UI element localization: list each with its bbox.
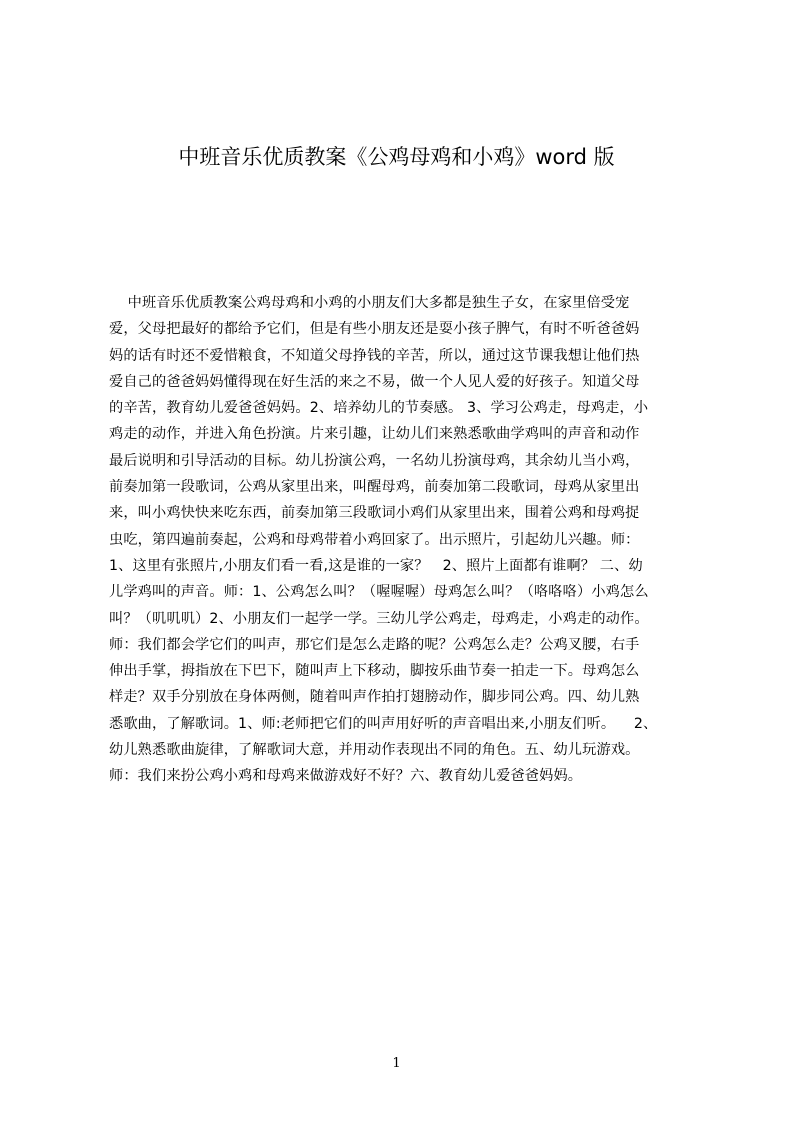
body-line: 幼儿熟悉歌曲旋律，了解歌词大意，并用动作表现出不同的角色。五、幼儿玩游戏。 (109, 742, 640, 759)
body-line: 1、这里有张照片,小朋友们看一看,这是谁的一家？ 2、照片上面都有谁啊？ 二、幼 (109, 557, 643, 574)
body-line: 师：我们来扮公鸡小鸡和母鸡来做游戏好不好？六、教育幼儿爱爸爸妈妈。 (109, 768, 583, 785)
body-line: 来，叫小鸡快快来吃东西，前奏加第三段歌词小鸡们从家里出来，围着公鸡和母鸡捉 (109, 505, 640, 522)
body-line: 虫吃，第四遍前奏起，公鸡和母鸡带着小鸡回家了。出示照片，引起幼儿兴趣。师： (109, 531, 640, 548)
body-line: 妈的话有时还不爱惜粮食，不知道父母挣钱的辛苦，所以，通过这节课我想让他们热 (109, 347, 640, 364)
body-line: 师：我们都会学它们的叫声，那它们是怎么走路的呢？公鸡怎么走？公鸡叉腰，右手 (109, 636, 640, 653)
body-line: 样走？双手分别放在身体两侧，随着叫声作拍打翅膀动作，脚步同公鸡。四、幼儿熟 (109, 689, 640, 706)
body-line: 爱，父母把最好的都给予它们，但是有些小朋友还是耍小孩子脾气，有时不听爸爸妈 (109, 321, 640, 338)
body-line: 前奏加第一段歌词，公鸡从家里出来，叫醒母鸡，前奏加第二段歌词，母鸡从家里出 (109, 479, 640, 496)
body-line: 伸出手掌，拇指放在下巴下，随叫声上下移动，脚按乐曲节奏一拍走一下。母鸡怎么 (109, 663, 640, 680)
body-line: 儿学鸡叫的声音。师：1、公鸡怎么叫？（喔喔喔）母鸡怎么叫？（咯咯咯）小鸡怎么 (109, 584, 649, 601)
body-line: 鸡走的动作，并进入角色扮演。片来引趣，让幼儿们来熟悉歌曲学鸡叫的声音和动作 (109, 426, 640, 443)
document-title: 中班音乐优质教案《公鸡母鸡和小鸡》word 版 (178, 145, 615, 169)
body-line: 悉歌曲，了解歌词。1、师:老师把它们的叫声用好听的声音唱出来,小朋友们听。 2、 (109, 715, 658, 732)
body-line: 最后说明和引导活动的目标。幼儿扮演公鸡，一名幼儿扮演母鸡，其余幼儿当小鸡， (109, 452, 640, 469)
document-body (109, 290, 699, 790)
body-line: 的辛苦，教育幼儿爱爸爸妈妈。2、培养幼儿的节奏感。 3、学习公鸡走，母鸡走，小 (109, 400, 649, 417)
body-line: 中班音乐优质教案公鸡母鸡和小鸡的小朋友们大多都是独生子女，在家里倍受宠 (109, 295, 630, 311)
body-line: 叫？（叽叽叽）2、小朋友们一起学一学。三幼儿学公鸡走，母鸡走，小鸡走的动作。 (109, 610, 649, 627)
page-number: 1 (392, 1056, 401, 1071)
body-line: 爱自己的爸爸妈妈懂得现在好生活的来之不易，做一个人见人爱的好孩子。知道父母 (109, 373, 640, 390)
